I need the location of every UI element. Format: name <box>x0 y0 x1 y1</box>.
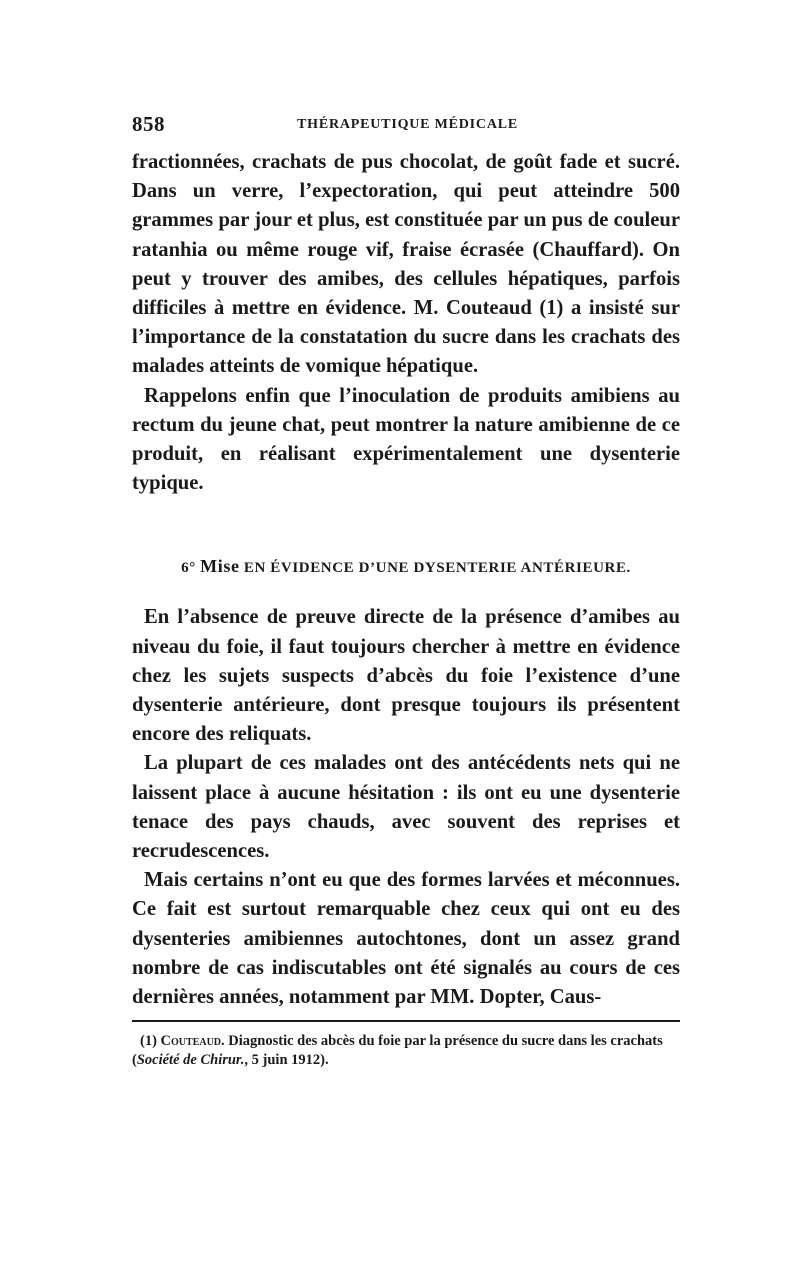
footnote-text: Diagnostic des abcès du foie par la présence du sucre dans les crachats ( <box>132 1033 663 1069</box>
paragraph-inoculation: Rappelons enfin que l’inoculation de produits amibiens au rectum du jeune chat, peut montrer la nature amibienne de ce produit, en réalisant expérimentalement une dysenterie typique. <box>132 384 680 495</box>
footnote-marker: (1) <box>140 1033 157 1050</box>
section-heading <box>132 556 680 577</box>
running-head <box>132 112 680 142</box>
paragraph-absence-of-proof: En l’absence de preuve directe de la présence d’amibes au niveau du foie, il faut toujours chercher à mettre en évidence chez les sujets suspects d’abcès du foie l’existence d’une dysenterie antérieure, dont presque toujours ils présentent encore des reliquats. <box>132 606 680 746</box>
section-title-first-word: Mise <box>200 556 240 577</box>
footnote-date: , 5 juin 1912). <box>244 1052 329 1069</box>
running-title: THÉRAPEUTIQUE MÉDICALE <box>297 117 519 132</box>
footnote-journal: Société de Chirur. <box>136 1052 245 1069</box>
section-title-rest: EN ÉVIDENCE D’UNE DYSENTERIE ANTÉRIEURE. <box>243 560 631 577</box>
paragraph-most-patients: La plupart de ces malades ont des antécédents nets qui ne laissent place à aucune hésitation : ils ont eu une dysenterie tenace des pays chauds, avec souvent des reprises et recrudescences. <box>132 752 680 863</box>
page-number: 858 <box>132 112 165 136</box>
book-page <box>132 112 680 1070</box>
section-number: 6° <box>181 560 196 577</box>
footnote <box>132 1032 680 1070</box>
footnote-author: Couteaud. <box>160 1033 225 1050</box>
paragraph-larval-forms: Mais certains n’ont eu que des formes larvées et méconnues. Ce fait est surtout remarquable chez ceux qui ont eu des dysenteries amibiennes autochtones, dont un assez grand nombre de cas indiscutables ont été signalés au cours de ces dernières années, notamment par MM. Dopter, Caus- <box>132 869 680 1009</box>
footnote-divider <box>132 1020 680 1022</box>
paragraph-continuation: fractionnées, crachats de pus chocolat, de goût fade et sucré. Dans un verre, l’expectoration, qui peut atteindre 500 grammes par jour et plus, est constituée par un pus de couleur ratanhia ou même rouge vif, fraise écrasée (Chauffard). On peut y trouver des amibes, des cellules hépatiques, parfois difficiles à mettre en évidence. M. Couteaud (1) a insisté sur l’importance de la constatation du sucre dans les crachats des malades atteints de vomique hépatique. <box>132 151 680 378</box>
